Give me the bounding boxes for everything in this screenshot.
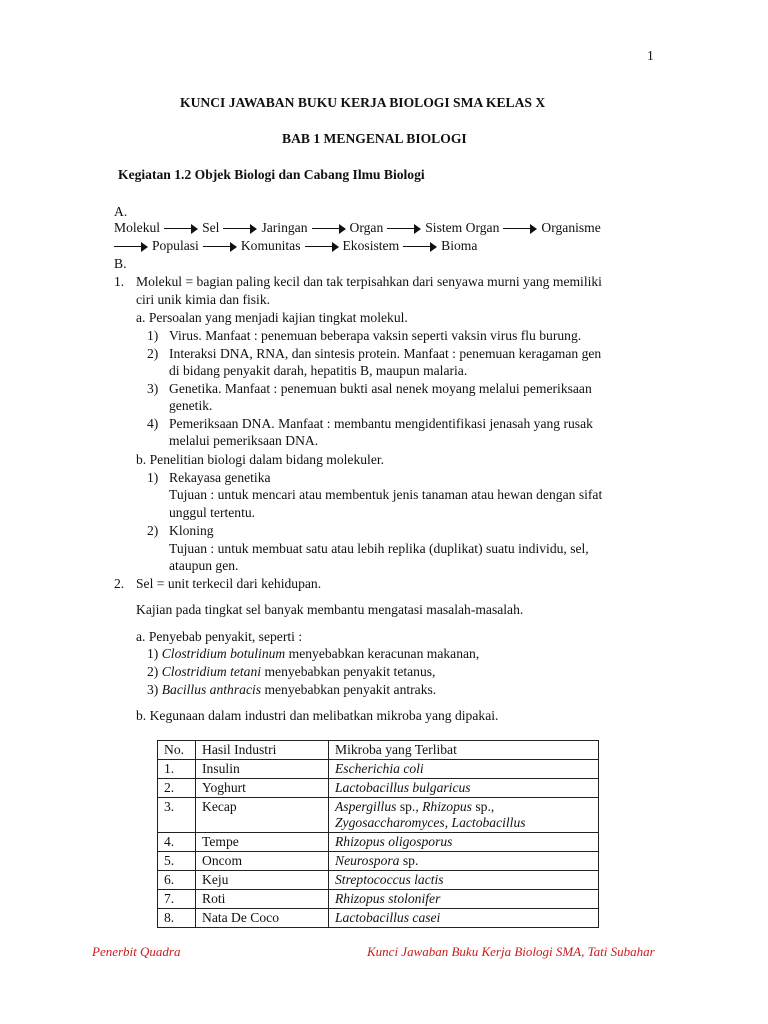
cell-product: Yoghurt: [196, 779, 329, 798]
sp-suffix: sp.,: [471, 799, 495, 815]
species-name: Clostridium botulinum: [161, 646, 286, 661]
arrow-icon: [312, 224, 346, 234]
table-row: [158, 833, 599, 852]
cell-microbe: [329, 871, 599, 890]
chapter-title: BAB 1 MENGENAL BIOLOGI: [282, 131, 467, 146]
item-2-line-1: Sel = unit terkecil dari kehidupan.: [136, 576, 322, 591]
section-a-label: A.: [114, 204, 128, 219]
microbe-industry-table: [157, 740, 599, 928]
item-1a2-num: 2): [147, 346, 159, 361]
cell-no: 1.: [158, 760, 196, 779]
item-1a3-line-1: Genetika. Manfaat : penemuan bukti asal nenek moyang melalui pemeriksaan: [169, 381, 592, 396]
header-hasil-industri: Hasil Industri: [196, 741, 329, 760]
species-name: Lactobacillus bulgaricus: [335, 780, 471, 796]
cell-microbe: [329, 779, 599, 798]
item-1b1-text: Rekayasa genetika: [169, 470, 271, 485]
cell-no: 5.: [158, 852, 196, 871]
item-1b2-goal-1: Tujuan : untuk membuat satu atau lebih replika (duplikat) suatu individu, sel,: [169, 541, 589, 556]
table-row: [158, 760, 599, 779]
cell-product: Roti: [196, 890, 329, 909]
level-organ: Organ: [349, 220, 384, 235]
item-2a3-num: 3): [147, 682, 159, 697]
item-1b1-goal-2: unggul tertentu.: [169, 505, 256, 520]
species-name: Zygosaccharomyces, Lactobacillus: [335, 815, 526, 831]
hierarchy-row-1: [114, 220, 601, 236]
hierarchy-row-2: [114, 238, 477, 254]
cell-microbe: [329, 852, 599, 871]
cell-microbe: [329, 833, 599, 852]
item-1a4-line-1: Pemeriksaan DNA. Manfaat : membantu mengidentifikasi jenasah yang rusak: [169, 416, 593, 431]
item-1a2-line-2: di bidang penyakit darah, hepatitis B, maupun malaria.: [169, 363, 468, 378]
sp-suffix: sp.: [399, 853, 419, 869]
arrow-icon: [223, 224, 257, 234]
table-row: [158, 871, 599, 890]
cell-product: Kecap: [196, 798, 329, 833]
cell-product: Oncom: [196, 852, 329, 871]
document-title: KUNCI JAWABAN BUKU KERJA BIOLOGI SMA KELAS X: [180, 95, 546, 110]
item-1b2-num: 2): [147, 523, 159, 538]
table-row: [158, 852, 599, 871]
table-header-row: [158, 741, 599, 760]
item-2a3-text: menyebabkan penyakit antraks.: [261, 682, 437, 697]
level-molekul: Molekul: [114, 220, 161, 235]
cell-no: 7.: [158, 890, 196, 909]
species-name: Escherichia coli: [335, 761, 424, 777]
item-2a1-text: menyebabkan keracunan makanan,: [285, 646, 480, 661]
cell-no: 4.: [158, 833, 196, 852]
header-no: No.: [158, 741, 196, 760]
species-name: Clostridium tetani: [161, 664, 262, 679]
arrow-icon: [503, 224, 537, 234]
arrow-icon: [203, 242, 237, 252]
item-1a1-text: Virus. Manfaat : penemuan beberapa vaksin seperti vaksin virus flu burung.: [169, 328, 582, 343]
sp-suffix: sp.,: [396, 799, 423, 815]
item-2a2: [147, 664, 435, 680]
item-2a2-text: menyebabkan penyakit tetanus,: [261, 664, 436, 679]
item-2a-title: a. Penyebab penyakit, seperti :: [136, 629, 303, 644]
item-2-number: 2.: [114, 576, 125, 591]
activity-title: Kegiatan 1.2 Objek Biologi dan Cabang Ilmu Biologi: [118, 167, 425, 182]
level-bioma: Bioma: [441, 238, 478, 253]
item-1a3-line-2: genetik.: [169, 398, 213, 413]
level-sistem-organ: Sistem Organ: [425, 220, 500, 235]
species-name: Streptococcus lactis: [335, 872, 444, 888]
table-row: [158, 909, 599, 928]
cell-no: 3.: [158, 798, 196, 833]
species-name: Lactobacillus casei: [335, 910, 441, 926]
cell-microbe: [329, 909, 599, 928]
level-jaringan: Jaringan: [261, 220, 308, 235]
item-1a4-line-2: melalui pemeriksaan DNA.: [169, 433, 319, 448]
arrow-icon: [305, 242, 339, 252]
item-2a1-num: 1): [147, 646, 159, 661]
arrow-icon: [114, 242, 148, 252]
cell-microbe: [329, 890, 599, 909]
level-sel: Sel: [202, 220, 220, 235]
item-1b2-goal-2: ataupun gen.: [169, 558, 239, 573]
item-1-line-2: ciri unik kimia dan fisik.: [136, 292, 271, 307]
item-1b2-text: Kloning: [169, 523, 214, 538]
level-komunitas: Komunitas: [240, 238, 301, 253]
section-b-label: B.: [114, 256, 127, 271]
table-row: [158, 779, 599, 798]
item-1b-title: b. Penelitian biologi dalam bidang molekuler.: [136, 452, 385, 467]
species-name: Neurospora: [335, 853, 400, 869]
cell-product: Nata De Coco: [196, 909, 329, 928]
species-name: Bacillus anthracis: [161, 682, 262, 697]
arrow-icon: [164, 224, 198, 234]
species-name: Rhizopus stolonifer: [335, 891, 441, 907]
level-populasi: Populasi: [152, 238, 199, 253]
cell-product: Keju: [196, 871, 329, 890]
level-ekosistem: Ekosistem: [342, 238, 400, 253]
cell-product: Insulin: [196, 760, 329, 779]
table-row: [158, 798, 599, 833]
item-1b1-goal-1: Tujuan : untuk mencari atau membentuk jenis tanaman atau hewan dengan sifat: [169, 487, 603, 502]
item-1a-title: a. Persoalan yang menjadi kajian tingkat molekul.: [136, 310, 408, 325]
item-1a2-line-1: Interaksi DNA, RNA, dan sintesis protein. Manfaat : penemuan keragaman gen: [169, 346, 602, 361]
item-2a1: [147, 646, 479, 662]
page-number: 1: [647, 48, 654, 63]
item-1-number: 1.: [114, 274, 125, 289]
item-2b-title: b. Kegunaan dalam industri dan melibatkan mikroba yang dipakai.: [136, 708, 499, 723]
arrow-icon: [403, 242, 437, 252]
level-organisme: Organisme: [541, 220, 601, 235]
species-name: Rhizopus: [422, 799, 472, 815]
footer-book-title: Kunci Jawaban Buku Kerja Biologi SMA, Tati Subahar: [367, 944, 655, 959]
cell-product: Tempe: [196, 833, 329, 852]
header-mikroba: Mikroba yang Terlibat: [329, 741, 599, 760]
arrow-icon: [387, 224, 421, 234]
item-1a3-num: 3): [147, 381, 159, 396]
table-row: [158, 890, 599, 909]
item-2-paragraph: Kajian pada tingkat sel banyak membantu mengatasi masalah-masalah.: [136, 602, 524, 617]
footer-publisher: Penerbit Quadra: [92, 944, 181, 959]
cell-no: 8.: [158, 909, 196, 928]
cell-microbe: [329, 760, 599, 779]
species-name: Aspergillus: [335, 799, 397, 815]
item-1b1-num: 1): [147, 470, 159, 485]
item-2a3: [147, 682, 436, 698]
item-1a4-num: 4): [147, 416, 159, 431]
cell-microbe: [329, 798, 599, 833]
cell-no: 6.: [158, 871, 196, 890]
item-2a2-num: 2): [147, 664, 159, 679]
cell-no: 2.: [158, 779, 196, 798]
species-name: Rhizopus oligosporus: [335, 834, 453, 850]
item-1-line-1: Molekul = bagian paling kecil dan tak terpisahkan dari senyawa murni yang memiliki: [136, 274, 602, 289]
item-1a1-num: 1): [147, 328, 159, 343]
